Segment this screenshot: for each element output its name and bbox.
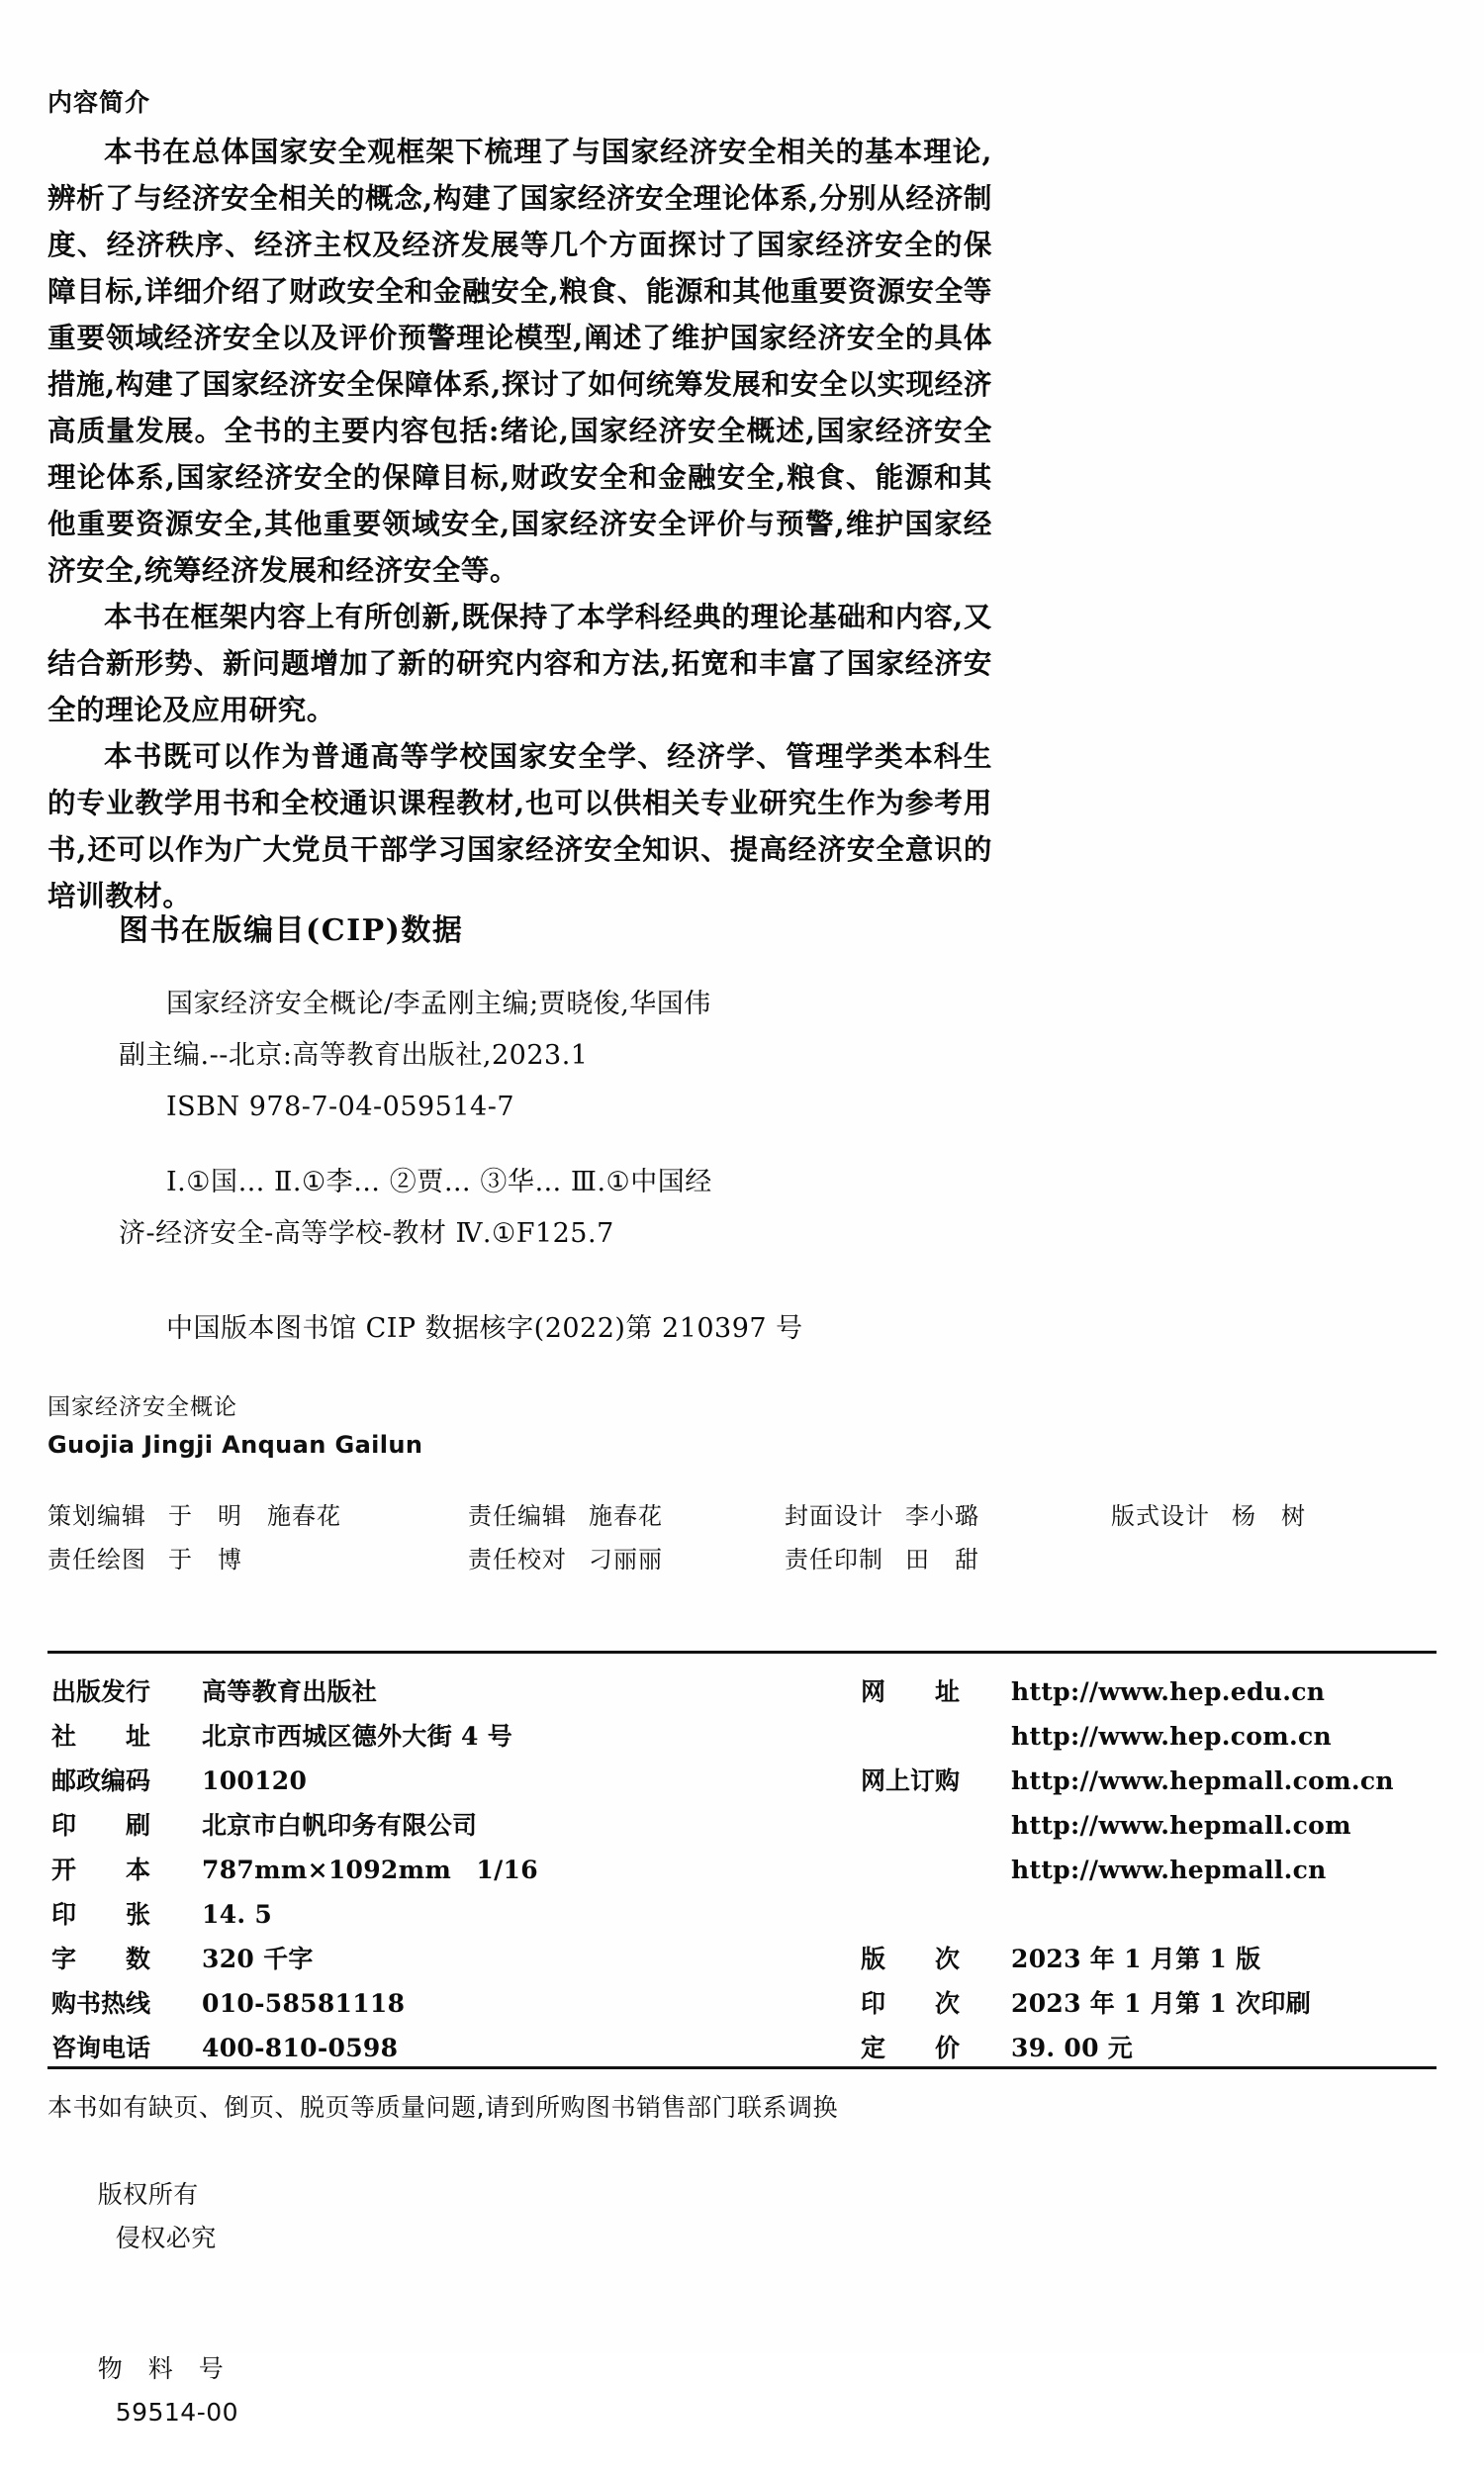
imprint-row-edition	[861, 1940, 1454, 1984]
imprint-value: 北京市西城区德外大街 4 号	[202, 1722, 513, 1751]
abstract-paragraph-2: 本书在框架内容上有所创新,既保持了本学科经典的理论基础和内容,又结合新形势、新问题增加了新的研究内容和方法,拓宽和丰富了国家经济安全的理论及应用研究。	[47, 600, 992, 726]
imprint-row-postcode	[51, 1762, 744, 1806]
imprint-row-order-hotline	[51, 1984, 744, 2029]
imprint-row-address	[51, 1717, 744, 1762]
imprint-row-price	[861, 2029, 1454, 2073]
abstract-section	[47, 83, 1433, 919]
staff-label: 责任印制	[785, 1546, 883, 1573]
horizontal-rule-top	[47, 1651, 1437, 1654]
staff-label: 封面设计	[785, 1502, 883, 1530]
imprint-row-website-alt	[861, 1717, 1454, 1762]
imprint-row-format	[51, 1851, 744, 1895]
imprint-value: 010-58581118	[202, 1989, 406, 2018]
abstract-body	[47, 129, 992, 919]
staff-name: 于 博	[168, 1546, 242, 1573]
footer-quality-note: 本书如有缺页、倒页、脱页等质量问题,请到所购图书销售部门联系调换	[47, 2093, 838, 2122]
staff-name: 刁丽丽	[589, 1546, 663, 1573]
staff-name: 田 甜	[905, 1546, 979, 1573]
staff-row	[47, 1540, 1433, 1583]
imprint-url[interactable]: http://www.hepmall.com	[1011, 1811, 1351, 1840]
book-title-chinese: 国家经济安全概论	[47, 1394, 237, 1420]
staff-credits	[47, 1496, 1433, 1583]
staff-label: 版式设计	[1111, 1502, 1210, 1530]
imprint-label: 社 址	[51, 1722, 151, 1751]
imprint-right-column	[861, 1672, 1454, 2073]
staff-label: 策划编辑	[47, 1502, 146, 1530]
cip-entry-line-2: 副主编.--北京:高等教育出版社,2023.1	[119, 1040, 589, 1071]
imprint-value: 北京市白帆印务有限公司	[202, 1811, 478, 1840]
imprint-label: 网 址	[861, 1677, 961, 1706]
imprint-label: 网上订购	[861, 1766, 961, 1795]
footer-material-value: 59514-00	[115, 2398, 239, 2427]
book-title-pinyin: Guojia Jingji Anquan Gailun	[47, 1431, 423, 1459]
imprint-label: 印 刷	[51, 1811, 151, 1840]
imprint-row-spacer	[861, 1895, 1454, 1940]
imprint-url[interactable]: http://www.hepmall.com.cn	[1011, 1766, 1394, 1795]
imprint-value: 100120	[202, 1766, 308, 1795]
imprint-row-impression	[861, 1984, 1454, 2029]
footer-copyright-row	[47, 2130, 1433, 2304]
staff-row	[47, 1496, 1433, 1540]
imprint-url[interactable]: http://www.hep.edu.cn	[1011, 1677, 1326, 1706]
imprint-row-enquiry-phone	[51, 2029, 744, 2073]
imprint-label: 版 次	[861, 1945, 961, 1973]
abstract-paragraph-1: 本书在总体国家安全观框架下梳理了与国家经济安全相关的基本理论,辨析了与经济安全相关的概念,构建了国家经济安全理论体系,分别从经济制度、经济秩序、经济主权及经济发展等几个方面探讨了国家经济安全的保障目标,详细介绍了财政安全和金融安全,粮食、能源和其他重要资源安全等重要领域经济安全以及评价预警理论模型,阐述了维护国家经济安全的具体措施,构建了国家经济安全保障体系,探讨了如何统筹发展和安全以实现经济高质量发展。全书的主要内容包括:绪论,国家经济安全概述,国家经济安全理论体系,国家经济安全的保障目标,财政安全和金融安全,粮食、能源和其他重要资源安全,其他重要领域安全,国家经济安全评价与预警,维护国家经济安全,统筹经济发展和经济安全等。	[47, 135, 992, 587]
cip-classification-line-1: Ⅰ.①国… Ⅱ.①李… ②贾… ③华… Ⅲ.①中国经	[166, 1167, 712, 1197]
cip-isbn: ISBN 978-7-04-059514-7	[166, 1092, 515, 1122]
footer-material-row	[47, 2304, 1433, 2478]
imprint-value: 787mm×1092mm 1/16	[202, 1856, 538, 1884]
imprint-label: 出版发行	[51, 1677, 151, 1706]
imprint-row-sheets	[51, 1895, 744, 1940]
imprint-label: 咨询电话	[51, 2034, 151, 2062]
cip-section	[119, 905, 1405, 1355]
abstract-paragraph-3: 本书既可以作为普通高等学校国家安全学、经济学、管理学类本科生的专业教学用书和全校通识课程教材,也可以供相关专业研究生作为参考用书,还可以作为广大党员干部学习国家经济安全知识、提高经济安全意识的培训教材。	[47, 739, 992, 912]
staff-entry-responsible-printing	[785, 1540, 1111, 1574]
imprint-value: 2023 年 1 月第 1 版	[1011, 1945, 1261, 1973]
imprint-label: 购书热线	[51, 1989, 151, 2018]
footer-copyright-label: 版权所有	[97, 2180, 199, 2209]
imprint-row-website	[861, 1672, 1454, 1717]
staff-name: 于 明 施春花	[168, 1502, 341, 1530]
imprint-label: 开 本	[51, 1856, 151, 1884]
staff-name: 杨 树	[1232, 1502, 1306, 1530]
imprint-label: 定 价	[861, 2034, 961, 2062]
imprint-row-printer	[51, 1806, 744, 1851]
staff-label: 责任校对	[468, 1546, 567, 1573]
imprint-row-online-order-alt-2	[861, 1851, 1454, 1895]
cip-entry-line-1: 国家经济安全概论/李孟刚主编;贾晓俊,华国伟	[166, 989, 711, 1019]
cip-core-number: 中国版本图书馆 CIP 数据核字(2022)第 210397 号	[166, 1313, 803, 1344]
staff-name: 施春花	[589, 1502, 663, 1530]
abstract-heading: 内容简介	[47, 88, 151, 117]
book-title-block	[47, 1390, 1433, 1462]
imprint-row-online-order-alt-1	[861, 1806, 1454, 1851]
staff-label: 责任绘图	[47, 1546, 146, 1573]
imprint-value: 320 千字	[202, 1945, 314, 1973]
imprint-row-online-order	[861, 1762, 1454, 1806]
imprint-label: 邮政编码	[51, 1766, 151, 1795]
imprint-left-column	[51, 1672, 744, 2073]
staff-entry-responsible-editor	[468, 1496, 785, 1531]
imprint-value: 400-810-0598	[202, 2034, 399, 2062]
footer-copyright-value: 侵权必究	[115, 2224, 217, 2252]
imprint-value: 2023 年 1 月第 1 次印刷	[1011, 1989, 1311, 2018]
staff-entry-responsible-proofreading	[468, 1540, 785, 1574]
imprint-url[interactable]: http://www.hep.com.cn	[1011, 1722, 1333, 1751]
staff-label: 责任编辑	[468, 1502, 567, 1530]
staff-entry-cover-design	[785, 1496, 1111, 1531]
footer-material-label: 物 料 号	[97, 2354, 225, 2383]
imprint-label: 印 次	[861, 1989, 961, 2018]
staff-name: 李小璐	[905, 1502, 979, 1530]
imprint-value: 14. 5	[202, 1900, 273, 1929]
cip-heading: 图书在版编目(CIP)数据	[119, 913, 464, 948]
staff-entry-layout-design	[1111, 1496, 1408, 1531]
imprint-value: 39. 00 元	[1011, 2034, 1134, 2062]
footer-notes	[47, 2086, 1433, 2478]
imprint-row-wordcount	[51, 1940, 744, 1984]
imprint-url[interactable]: http://www.hepmall.cn	[1011, 1856, 1327, 1884]
imprint-label: 字 数	[51, 1945, 151, 1973]
cip-classification-line-2: 济-经济安全-高等学校-教材 Ⅳ.①F125.7	[119, 1218, 614, 1249]
staff-entry-responsible-illustration	[47, 1540, 468, 1574]
staff-entry-planning-editor	[47, 1496, 468, 1531]
imprint-label: 印 张	[51, 1900, 151, 1929]
imprint-value: 高等教育出版社	[202, 1677, 378, 1706]
imprint-row-publisher	[51, 1672, 744, 1717]
